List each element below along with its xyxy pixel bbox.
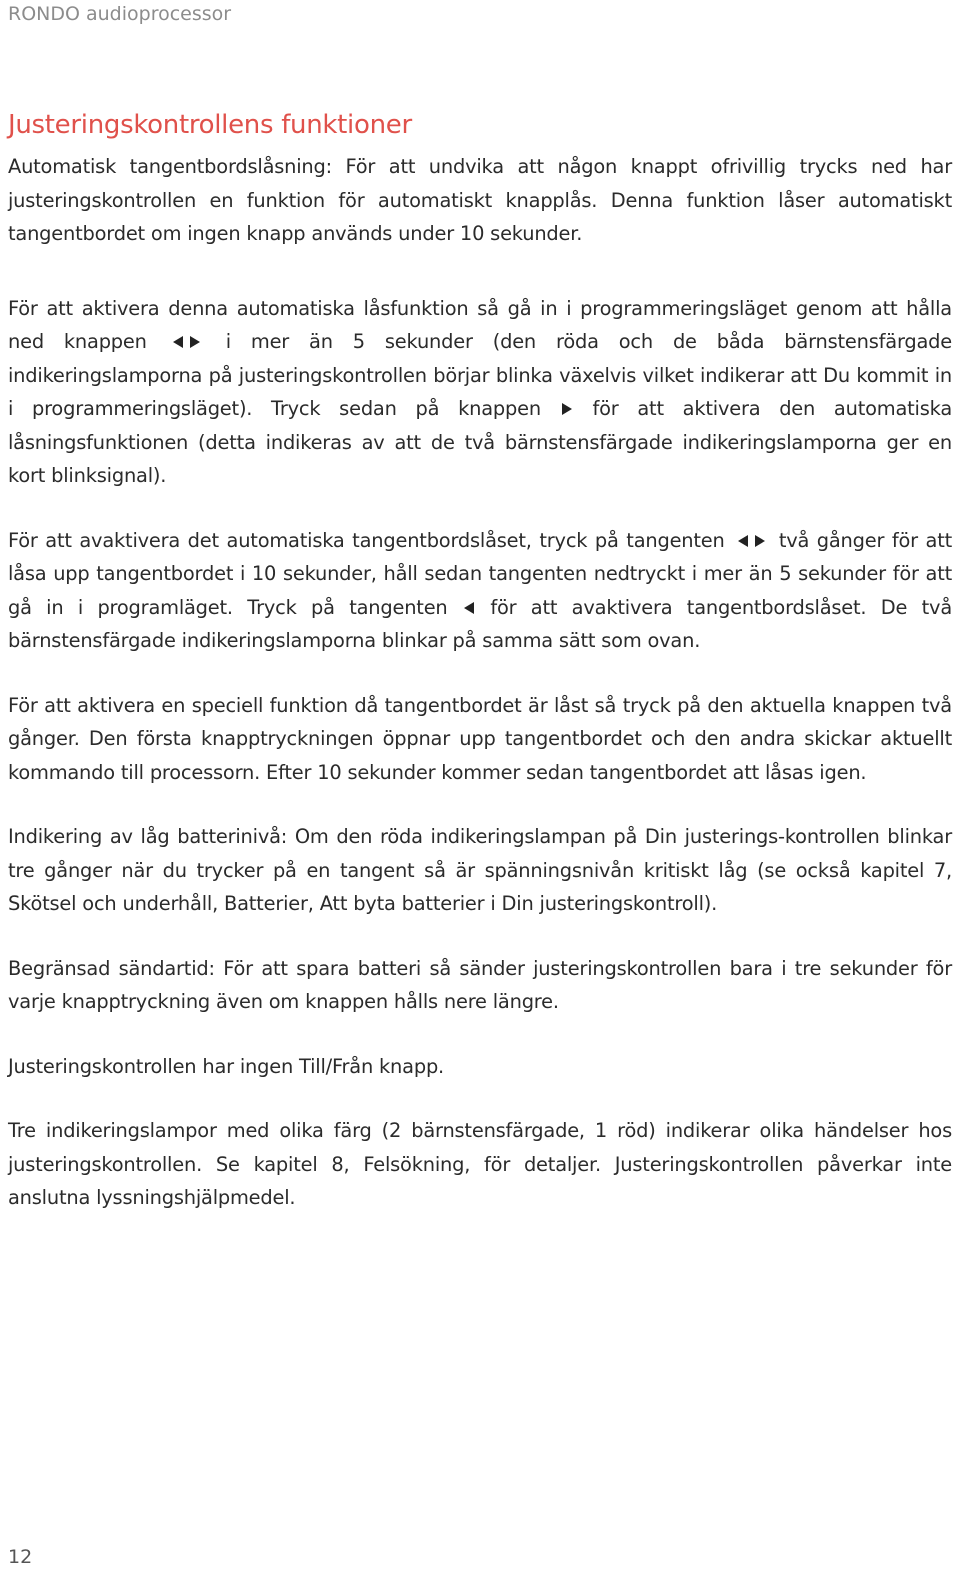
page-content bbox=[8, 108, 952, 1215]
deactivate-lock-paragraph bbox=[8, 524, 952, 658]
special-function-paragraph: För att aktivera en speciell funktion då tangentbordet är låst så tryck på den aktuella knappen två gånger. Den första knapptryckningen öppnar upp tangentbordet och den andra skickar aktuellt kommando till processorn. Efter 10 sekunder kommer sedan tangentbordet att låsas igen. bbox=[8, 693, 952, 784]
left-arrow-icon bbox=[464, 602, 474, 614]
intro-paragraph: Automatisk tangentbordslåsning: För att undvika att någon knappt ofrivillig trycks ned har justeringskontrollen en funktion för automatiskt knapplås. Denna funktion låser automatiskt tangentbordet om ingen knapp används under 10 sekunder. bbox=[8, 155, 952, 245]
transmit-time-paragraph: Begränsad sändartid: För att spara batteri så sänder justeringskontrollen bara i tre sekunder för varje knapptryckning även om knappen hålls nere längre. bbox=[8, 956, 952, 1013]
page-number: 12 bbox=[8, 1546, 33, 1568]
running-header: RONDO audioprocessor bbox=[8, 3, 232, 25]
right-arrow-icon bbox=[562, 403, 572, 415]
section-title: Justeringskontrollens funktioner bbox=[8, 110, 412, 140]
text-fragment: För att avaktivera det automatiska tangentbordslåset, tryck på tangenten bbox=[8, 528, 725, 552]
text-fragment: För att aktivera denna automatiska låsfunktion så gå in i programmeringsläget genom att hålla ned knappen bbox=[8, 296, 952, 353]
text-fragment: i mer än 5 sekunder (den röda och de båda bärnstensfärgade indikeringslamporna på justeringskontrollen börjar blinka växelvis vilket indikerar att Du kommit in i programmeringsläget). Tryck sedan på knappen bbox=[8, 330, 953, 420]
low-battery-paragraph: Indikering av låg batterinivå: Om den röda indikeringslampan på Din justerings-kontrollen blinkar tre gånger när du trycker på en tangent så är spänningsnivån kritiskt låg (se också kapitel 7, Skötsel och underhåll, Batterier, Att byta batterier i Din justeringskontroll). bbox=[8, 825, 952, 915]
text-fragment: för att avaktivera tangentbordslåset. De två bärnstensfärgade indikeringslamporna blinkar på samma sätt som ovan. bbox=[8, 595, 953, 652]
power-switch-paragraph: Justeringskontrollen har ingen Till/Från knapp. bbox=[8, 1054, 445, 1078]
text-fragment: för att aktivera den automatiska låsningsfunktionen (detta indikeras av att de två bärnstensfärgade indikeringslamporna ger en kort blinksignal). bbox=[8, 397, 952, 487]
text-fragment: två gånger för att låsa upp tangentbordet i 10 sekunder, håll sedan tangenten nedtryckt i mer än 5 sekunder för att gå in i programläget. Tryck på tangenten bbox=[8, 528, 952, 619]
left-right-arrow-icon bbox=[736, 535, 767, 547]
activate-lock-paragraph bbox=[8, 292, 952, 493]
indicator-lamps-paragraph: Tre indikeringslampor med olika färg (2 bärnstensfärgade, 1 röd) indikerar olika händelser hos justeringskontrollen. Se kapitel 8, Felsökning, för detaljer. Justeringskontrollen påverkar inte anslutna lyssningshjälpmedel. bbox=[8, 1119, 952, 1209]
left-right-arrow-icon bbox=[171, 336, 202, 348]
